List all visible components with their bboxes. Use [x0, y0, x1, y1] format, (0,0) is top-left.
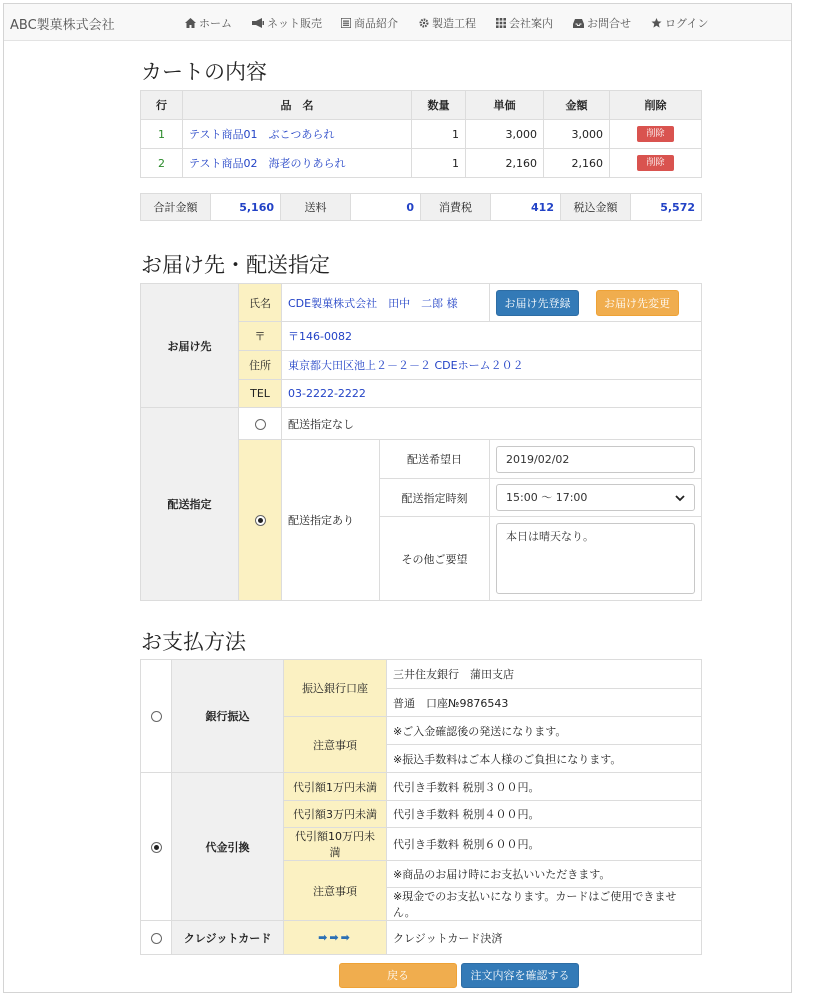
bank-note-2: ※振込手数料はご本人様のご負担になります。 — [387, 745, 702, 773]
totals-table — [140, 193, 702, 221]
cart-table — [140, 90, 702, 178]
delete-cell — [610, 149, 702, 178]
name-row — [141, 284, 702, 322]
destination-buttons-cell — [490, 284, 702, 322]
nav-products[interactable] — [341, 15, 398, 31]
shipping-label: 送料 — [281, 194, 351, 221]
delivery-date-input[interactable]: 2019/02/02 — [496, 446, 695, 473]
delete-button[interactable]: 削除 — [637, 126, 674, 142]
navbar — [4, 4, 791, 41]
arrow-icon: ➡➡➡ — [284, 921, 387, 955]
date-label: 配送希望日 — [380, 440, 490, 479]
credit-card-radio[interactable] — [151, 933, 162, 944]
tax-label: 消費税 — [421, 194, 491, 221]
nav-online-shop-label: ネット販売 — [267, 17, 322, 30]
cart-section — [140, 90, 701, 178]
col-header-delete: 削除 — [610, 91, 702, 120]
brand-logo[interactable]: ABC製菓株式会社 — [10, 18, 115, 33]
bank-transfer-radio[interactable] — [151, 711, 162, 722]
payment-table — [140, 659, 702, 955]
nav-products-label: 商品紹介 — [354, 17, 398, 30]
cod-tier1-fee: 代引き手数料 税別３００円。 — [387, 773, 702, 801]
nav-login-label: ログイン — [665, 17, 709, 30]
cod-tier3-fee: 代引き手数料 税別６００円。 — [387, 828, 702, 861]
no-spec-label: 配送指定なし — [282, 408, 702, 440]
recipient-name: CDE製菓株式会社 田中 二郎 様 — [282, 284, 490, 322]
total-label: 税込金額 — [561, 194, 631, 221]
grid-icon — [496, 18, 506, 28]
col-header-amount: 金額 — [544, 91, 610, 120]
cod-radio[interactable] — [151, 842, 162, 853]
total-value: 5,572 — [631, 194, 702, 221]
list-icon — [341, 18, 351, 28]
nav-contact[interactable] — [573, 15, 631, 31]
delivery-section — [140, 283, 701, 601]
bank-name: 三井住友銀行 蒲田支店 — [387, 660, 702, 689]
bank-transfer-label: 銀行振込 — [172, 660, 284, 773]
bank-account-number: 普通 口座№9876543 — [387, 689, 702, 717]
cod-tier2-fee: 代引き手数料 税別４００円。 — [387, 801, 702, 828]
delivery-time-select[interactable] — [496, 484, 695, 511]
delivery-table — [140, 283, 702, 601]
tax-value: 412 — [491, 194, 561, 221]
amount: 3,000 — [544, 120, 610, 149]
product-name-link[interactable]: テスト商品02 海老のりあられ — [183, 149, 412, 178]
time-cell — [490, 479, 702, 517]
bank-notes-label: 注意事項 — [284, 717, 387, 773]
subtotal-label: 合計金額 — [141, 194, 211, 221]
zip-value: 〒146-0082 — [282, 322, 702, 351]
request-textarea[interactable]: 本日は晴天なり。 — [496, 523, 695, 594]
cod-tier3-label: 代引額10万円未満 — [284, 828, 387, 861]
credit-card-desc: クレジットカード決済 — [387, 921, 702, 955]
change-destination-button[interactable]: お届け先変更 — [596, 290, 679, 316]
nav-company[interactable] — [496, 15, 553, 31]
product-name-link[interactable]: テスト商品01 ぶこつあられ — [183, 120, 412, 149]
cod-tier1-label: 代引額1万円未満 — [284, 773, 387, 801]
star-icon — [651, 18, 662, 28]
register-destination-button[interactable]: お届け先登録 — [496, 290, 579, 316]
spec-radio[interactable] — [255, 515, 266, 526]
nav-company-label: 会社案内 — [509, 17, 553, 30]
nav-process-label: 製造工程 — [432, 17, 476, 30]
nav-online-shop[interactable] — [252, 15, 322, 31]
nav-login[interactable] — [651, 15, 708, 31]
col-header-unit-price: 単価 — [466, 91, 544, 120]
delete-cell — [610, 120, 702, 149]
delivery-spec-label: 配送指定 — [141, 408, 239, 601]
totals-section — [140, 193, 701, 221]
tel-value: 03-2222-2222 — [282, 380, 702, 408]
back-button[interactable]: 戻る — [339, 963, 457, 988]
table-row — [141, 149, 702, 178]
request-cell — [490, 517, 702, 601]
bank-row-1 — [141, 660, 702, 689]
delivery-time-value: 15:00 ～ 17:00 — [506, 491, 588, 504]
tel-label: TEL — [239, 380, 282, 408]
cod-label: 代金引換 — [172, 773, 284, 921]
page-frame — [3, 3, 792, 993]
destination-label: お届け先 — [141, 284, 239, 408]
delivery-title: お届け先・配送指定 — [141, 253, 330, 277]
nav-process[interactable] — [419, 15, 476, 31]
col-header-row: 行 — [141, 91, 183, 120]
card-radio-cell — [141, 921, 172, 955]
row-number: 2 — [141, 149, 183, 178]
cart-title: カートの内容 — [141, 60, 267, 84]
address-value: 東京都大田区池上２－２－２ CDEホーム２０２ — [282, 351, 702, 380]
row-number: 1 — [141, 120, 183, 149]
date-cell — [490, 440, 702, 479]
nav-home-label: ホーム — [199, 17, 232, 30]
card-row — [141, 921, 702, 955]
bullhorn-icon — [252, 18, 264, 28]
spec-radio-cell — [239, 440, 282, 601]
quantity: 1 — [412, 120, 466, 149]
cod-note-2: ※現金でのお支払いになります。カードはご使用できません。 — [387, 888, 702, 921]
inbox-icon — [573, 18, 584, 28]
totals-row — [141, 194, 702, 221]
credit-card-label: クレジットカード — [172, 921, 284, 955]
cart-header-row — [141, 91, 702, 120]
no-spec-row — [141, 408, 702, 440]
bank-note-1: ※ご入金確認後の発送になります。 — [387, 717, 702, 745]
bank-account-label: 振込銀行口座 — [284, 660, 387, 717]
shipping-value: 0 — [351, 194, 421, 221]
address-label: 住所 — [239, 351, 282, 380]
zip-label: 〒 — [239, 322, 282, 351]
payment-section — [140, 659, 701, 955]
gear-icon — [419, 18, 429, 28]
cod-notes-label: 注意事項 — [284, 861, 387, 921]
unit-price: 3,000 — [466, 120, 544, 149]
spec-label: 配送指定あり — [282, 440, 380, 601]
no-spec-radio[interactable] — [255, 419, 266, 430]
chevron-down-icon — [675, 494, 685, 502]
confirm-order-button[interactable]: 注文内容を確認する — [461, 963, 579, 988]
bank-radio-cell — [141, 660, 172, 773]
time-label: 配送指定時刻 — [380, 479, 490, 517]
amount: 2,160 — [544, 149, 610, 178]
delete-button[interactable]: 削除 — [637, 155, 674, 171]
quantity: 1 — [412, 149, 466, 178]
nav-contact-label: お問合せ — [587, 17, 631, 30]
name-label: 氏名 — [239, 284, 282, 322]
unit-price: 2,160 — [466, 149, 544, 178]
cod-note-1: ※商品のお届け時にお支払いいただきます。 — [387, 861, 702, 888]
request-label: その他ご要望 — [380, 517, 490, 601]
no-spec-radio-cell — [239, 408, 282, 440]
cod-row-1 — [141, 773, 702, 801]
cod-radio-cell — [141, 773, 172, 921]
table-row — [141, 120, 702, 149]
subtotal-value: 5,160 — [211, 194, 281, 221]
nav-home[interactable] — [185, 15, 232, 31]
col-header-name: 品 名 — [183, 91, 412, 120]
payment-title: お支払方法 — [141, 630, 246, 654]
cod-tier2-label: 代引額3万円未満 — [284, 801, 387, 828]
home-icon — [185, 18, 196, 28]
col-header-qty: 数量 — [412, 91, 466, 120]
